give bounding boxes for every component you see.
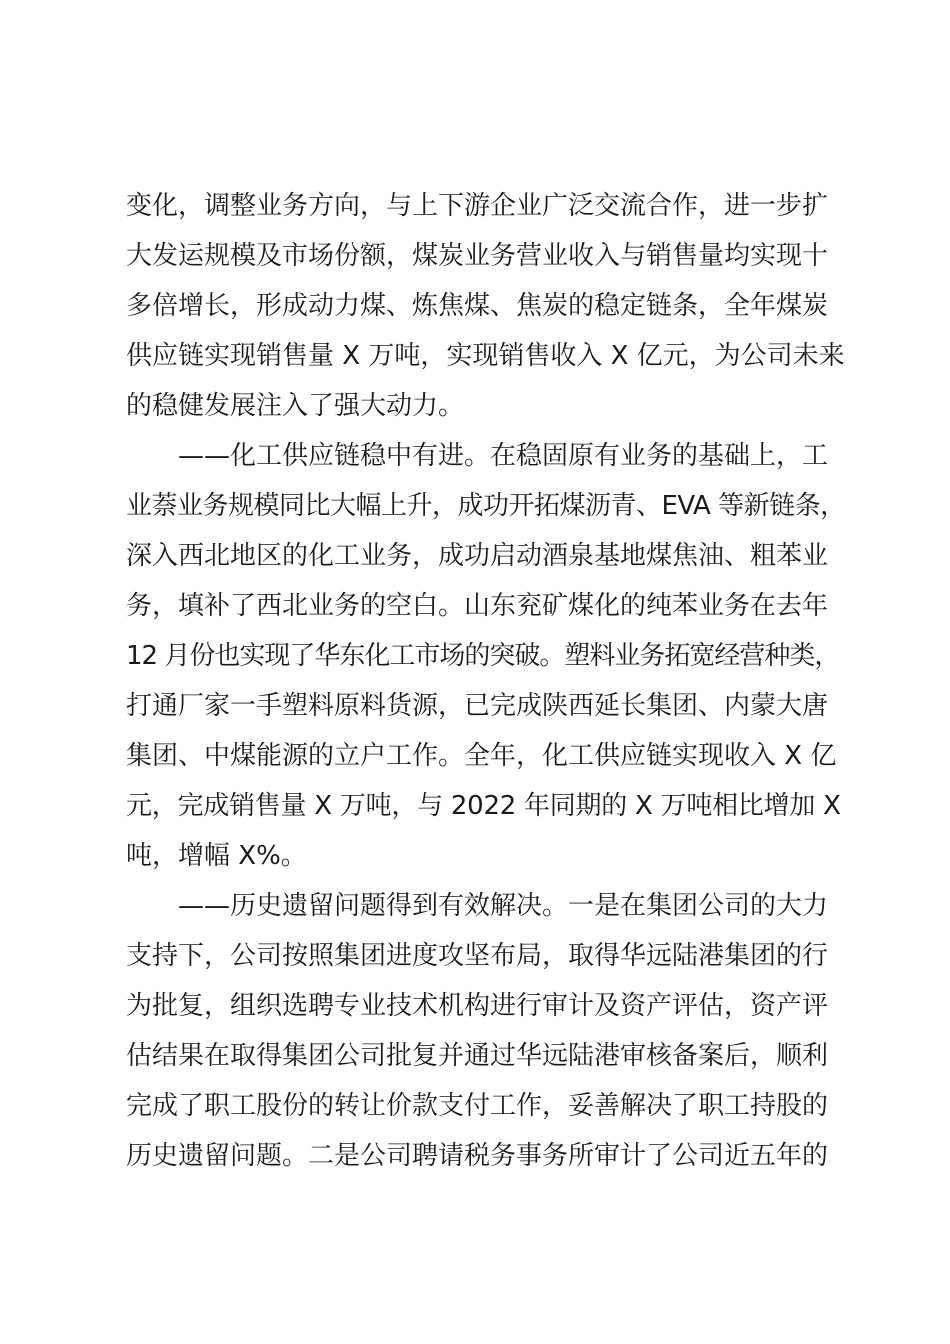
text-line: 支持下，公司按照集团进度攻坚布局，取得华远陆港集团的行 [126,941,829,971]
text-line: 务，填补了西北业务的空白。山东兖矿煤化的纯苯业务在去年 [126,591,829,621]
text-line: 业萘业务规模同比大幅上升，成功开拓煤沥青、EVA 等新链条， [126,491,846,521]
text-line: 吨，增幅 X%。 [126,841,307,871]
text-line: 的稳健发展注入了强大动力。 [126,391,465,421]
text-line: 打通厂家一手塑料原料货源，已完成陕西延长集团、内蒙大唐 [126,691,829,721]
text-line: 估结果在取得集团公司批复并通过华远陆港审核备案后，顺利 [126,1041,829,1071]
paragraph-start-line: ——化工供应链稳中有进。在稳固原有业务的基础上，工 [178,441,829,471]
text-line: 集团、中煤能源的立户工作。全年，化工供应链实现收入 X 亿 [126,741,837,771]
text-line: 深入西北地区的化工业务，成功启动酒泉基地煤焦油、粗苯业 [126,541,829,571]
text-line: 变化，调整业务方向，与上下游企业广泛交流合作，进一步扩 [126,191,829,221]
text-line: 12 月份也实现了华东化工市场的突破。塑料业务拓宽经营种类， [126,641,840,671]
text-line: 供应链实现销售量 X 万吨，实现销售收入 X 亿元，为公司未来 [126,341,845,371]
paragraph-start-line: ——历史遗留问题得到有效解决。一是在集团公司的大力 [178,891,829,921]
text-line: 多倍增长，形成动力煤、炼焦煤、焦炭的稳定链条，全年煤炭 [126,291,829,321]
text-line: 元，完成销售量 X 万吨，与 2022 年同期的 X 万吨相比增加 X [126,791,841,821]
text-line: 历史遗留问题。二是公司聘请税务事务所审计了公司近五年的 [126,1141,829,1171]
text-line: 完成了职工股份的转让价款支付工作，妥善解决了职工持股的 [126,1091,829,1121]
text-line: 大发运规模及市场份额，煤炭业务营业收入与销售量均实现十 [126,241,829,271]
text-line: 为批复，组织选聘专业技术机构进行审计及资产评估，资产评 [126,991,829,1021]
